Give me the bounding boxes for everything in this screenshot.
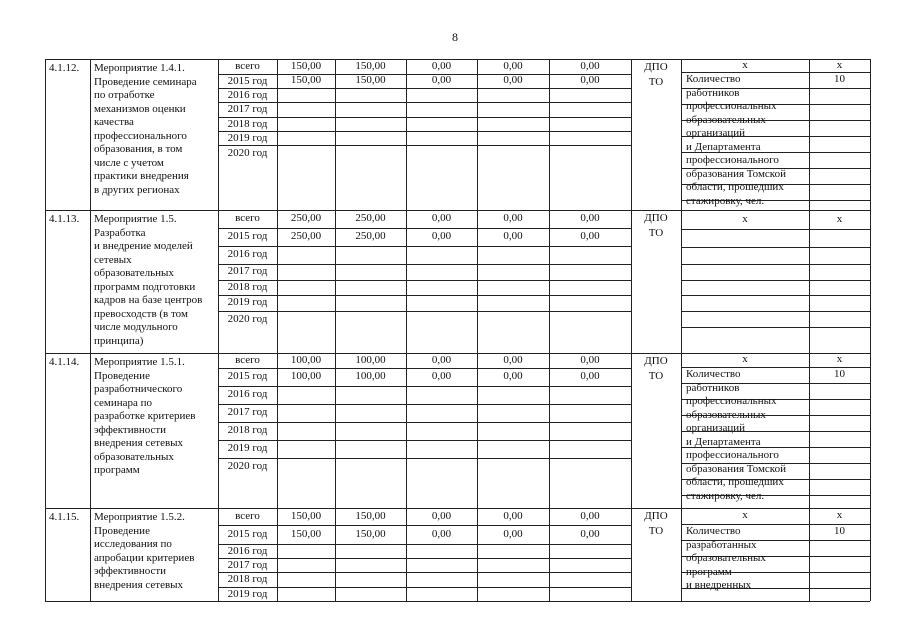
table-gridline xyxy=(218,587,631,588)
indicator-value-head: х xyxy=(836,59,843,71)
activity-name-line: качества xyxy=(94,116,134,128)
table-gridline xyxy=(218,264,631,265)
table-gridline xyxy=(681,327,870,328)
amount-cell: 0,00 xyxy=(503,230,523,243)
activity-name-line: числе с учетом xyxy=(94,156,164,169)
executor-label: ДПО xyxy=(644,355,668,367)
table-gridline xyxy=(218,422,631,423)
amount-cell: 100,00 xyxy=(290,370,322,383)
year-label: 2015 год xyxy=(227,75,268,87)
year-label: всего xyxy=(235,354,260,366)
year-label: 2017 год xyxy=(227,265,268,278)
indicator-line: области, прошедших xyxy=(686,476,784,488)
activity-name-line: Мероприятие 1.5. xyxy=(94,213,177,225)
table-gridline xyxy=(45,210,870,211)
year-label: 2017 год xyxy=(227,103,268,115)
year-label: 2016 год xyxy=(227,248,268,261)
table-gridline xyxy=(681,247,870,248)
amount-cell: 0,00 xyxy=(503,74,523,87)
page-number: 8 xyxy=(452,30,458,44)
year-label: 2018 год xyxy=(227,573,268,585)
year-label: 2017 год xyxy=(227,559,268,571)
activity-name-line: эффективности xyxy=(94,565,167,577)
amount-cell: 150,00 xyxy=(355,509,386,522)
amount-cell: 0,00 xyxy=(580,370,600,383)
activity-name-line: программ xyxy=(94,464,140,476)
amount-cell: 150,00 xyxy=(290,527,322,540)
activity-name-line: образовательных xyxy=(94,267,174,279)
activity-name-line: разработке критериев xyxy=(94,410,196,422)
activity-name-line: Мероприятие 1.5.1. xyxy=(94,356,185,368)
amount-cell: 250,00 xyxy=(355,212,386,225)
amount-cell: 250,00 xyxy=(290,212,322,225)
activity-name-line: апробации критериев xyxy=(94,551,195,564)
table-gridline xyxy=(681,280,870,281)
table-gridline xyxy=(218,145,631,146)
indicator-line: стажировку, чел. xyxy=(686,194,765,207)
activity-name-line: принципа) xyxy=(94,334,144,347)
table-gridline xyxy=(218,102,631,103)
amount-cell: 0,00 xyxy=(503,527,523,540)
indicator-value-head: х xyxy=(836,353,843,366)
table-gridline xyxy=(218,117,631,118)
table-gridline xyxy=(218,311,631,312)
activity-name-line: Проведение xyxy=(94,369,150,382)
indicator-line: области, прошедших xyxy=(686,181,784,193)
indicator-line: организаций xyxy=(686,127,746,139)
table-gridline xyxy=(218,572,631,573)
activity-name-line: образовательных xyxy=(94,450,174,463)
activity-name-line: Мероприятие 1.5.2. xyxy=(94,511,185,523)
amount-cell: 0,00 xyxy=(503,509,523,522)
amount-cell: 250,00 xyxy=(290,230,322,243)
amount-cell: 0,00 xyxy=(580,212,600,225)
activity-name-line: превосходств (в том xyxy=(94,307,188,320)
activity-name-line: по отработке xyxy=(94,89,155,101)
activity-name-line: семинара по xyxy=(94,396,153,409)
year-label: 2016 год xyxy=(227,89,268,101)
amount-cell: 0,00 xyxy=(580,230,600,243)
indicator-value: 10 xyxy=(834,368,845,380)
row-id: 4.1.13. xyxy=(49,213,80,225)
amount-cell: 0,00 xyxy=(580,59,600,72)
year-label: 2020 год xyxy=(227,460,268,472)
activity-name-line: профессионального xyxy=(94,129,187,142)
indicator-line: образования Томской xyxy=(686,167,786,180)
year-label: всего xyxy=(235,60,260,72)
indicator-line: и внедренных xyxy=(686,579,752,591)
indicator-line: Количество xyxy=(686,73,741,85)
amount-cell: 150,00 xyxy=(290,59,322,72)
year-label: всего xyxy=(235,509,260,522)
amount-cell: 0,00 xyxy=(580,527,600,540)
table-gridline xyxy=(218,558,631,559)
amount-cell: 100,00 xyxy=(290,353,322,366)
amount-cell: 100,00 xyxy=(355,370,386,383)
indicator-line: профессионального xyxy=(686,154,779,166)
table-gridline xyxy=(681,229,870,230)
year-label: 2020 год xyxy=(227,147,268,159)
indicator-line: профессиональных xyxy=(686,100,777,112)
year-label: 2016 год xyxy=(227,545,268,557)
table-gridline xyxy=(218,525,631,526)
table-gridline xyxy=(90,59,91,601)
amount-cell: 0,00 xyxy=(503,353,523,366)
year-label: 2019 год xyxy=(227,588,268,600)
indicator-head: х xyxy=(742,212,748,225)
activity-name-line: Проведение xyxy=(94,524,150,537)
indicator-line: программ xyxy=(686,565,732,578)
table-gridline xyxy=(218,295,631,296)
indicator-line: и Департамента xyxy=(686,435,761,448)
year-label: 2015 год xyxy=(227,230,268,243)
activity-name-line: внедрения сетевых xyxy=(94,578,184,591)
amount-cell: 0,00 xyxy=(503,212,523,225)
year-label: всего xyxy=(235,212,260,225)
table-gridline xyxy=(681,295,870,296)
indicator-value: 10 xyxy=(834,73,845,85)
row-id: 4.1.15. xyxy=(49,511,80,523)
indicator-line: Количество xyxy=(686,368,741,380)
table-gridline xyxy=(218,386,631,387)
amount-cell: 0,00 xyxy=(431,230,452,243)
year-label: 2019 год xyxy=(227,442,268,455)
executor-label: ТО xyxy=(648,370,664,382)
amount-cell: 0,00 xyxy=(580,509,600,522)
activity-name-line: механизмов оценки xyxy=(94,102,186,115)
indicator-head: х xyxy=(742,353,748,366)
indicator-value-head: х xyxy=(836,212,843,225)
executor-label: ТО xyxy=(648,525,664,537)
amount-cell: 0,00 xyxy=(580,74,600,87)
row-id: 4.1.14. xyxy=(49,356,80,368)
year-label: 2015 год xyxy=(227,527,268,540)
activity-name-line: образования, в том xyxy=(94,143,183,155)
year-label: 2017 год xyxy=(227,406,268,419)
executor-label: ДПО xyxy=(644,510,668,522)
activity-name-line: Проведение семинара xyxy=(94,75,197,88)
indicator-line: образовательных xyxy=(686,408,766,421)
indicator-head: х xyxy=(742,509,748,522)
amount-cell: 0,00 xyxy=(431,74,452,87)
table-gridline xyxy=(218,246,631,247)
activity-name-line: внедрения сетевых xyxy=(94,437,184,449)
amount-cell: 0,00 xyxy=(431,370,452,383)
table-gridline xyxy=(681,311,870,312)
amount-cell: 0,00 xyxy=(431,353,452,366)
year-label: 2015 год xyxy=(227,370,268,383)
table-gridline xyxy=(218,280,631,281)
year-label: 2020 год xyxy=(227,313,268,325)
activity-name-line: практики внедрения xyxy=(94,170,189,182)
amount-cell: 0,00 xyxy=(503,59,523,72)
year-label: 2018 год xyxy=(227,424,268,437)
table-gridline xyxy=(218,88,631,89)
table-gridline xyxy=(218,404,631,405)
executor-label: ДПО xyxy=(644,212,668,224)
year-label: 2018 год xyxy=(227,118,268,130)
activity-name-line: числе модульного xyxy=(94,321,178,333)
indicator-line: и Департамента xyxy=(686,140,761,153)
executor-label: ТО xyxy=(648,76,664,88)
indicator-line: работников xyxy=(686,86,740,99)
amount-cell: 150,00 xyxy=(355,527,386,540)
activity-name-line: исследования по xyxy=(94,538,172,550)
table-gridline xyxy=(45,59,46,601)
activity-name-line: в других регионах xyxy=(94,183,180,196)
indicator-value-head: х xyxy=(836,509,843,522)
indicator-head: х xyxy=(742,59,748,71)
table-gridline xyxy=(218,368,631,369)
year-label: 2016 год xyxy=(227,388,268,401)
activity-name-line: кадров на базе центров xyxy=(94,294,203,306)
activity-name-line: сетевых xyxy=(94,253,132,266)
amount-cell: 0,00 xyxy=(431,527,452,540)
amount-cell: 0,00 xyxy=(503,370,523,383)
activity-name-line: Мероприятие 1.4.1. xyxy=(94,62,185,74)
table-gridline xyxy=(218,440,631,441)
indicator-line: образовательных xyxy=(686,113,766,126)
indicator-value: 10 xyxy=(834,525,845,537)
indicator-line: профессиональных xyxy=(686,395,777,407)
activity-name-line: Разработка xyxy=(94,226,146,239)
amount-cell: 100,00 xyxy=(355,353,386,366)
amount-cell: 150,00 xyxy=(355,74,386,87)
amount-cell: 0,00 xyxy=(580,353,600,366)
indicator-line: организаций xyxy=(686,422,746,434)
indicator-line: Количество xyxy=(686,525,741,537)
year-label: 2019 год xyxy=(227,132,268,144)
indicator-line: профессионального xyxy=(686,449,779,461)
table-gridline xyxy=(218,544,631,545)
indicator-line: стажировку, чел. xyxy=(686,489,765,502)
indicator-line: образования Томской xyxy=(686,462,786,475)
amount-cell: 150,00 xyxy=(290,74,322,87)
year-label: 2019 год xyxy=(227,296,268,309)
indicator-line: разработанных xyxy=(686,538,757,551)
table-gridline xyxy=(218,228,631,229)
year-label: 2018 год xyxy=(227,281,268,293)
table-gridline xyxy=(681,264,870,265)
table-gridline xyxy=(218,458,631,459)
table-gridline xyxy=(45,601,870,602)
amount-cell: 0,00 xyxy=(431,212,452,225)
amount-cell: 150,00 xyxy=(355,59,386,72)
table-gridline xyxy=(870,59,871,601)
activity-name-line: и внедрение моделей xyxy=(94,240,193,252)
amount-cell: 0,00 xyxy=(431,59,452,72)
executor-label: ТО xyxy=(648,227,664,239)
row-id: 4.1.12. xyxy=(49,62,80,74)
amount-cell: 250,00 xyxy=(355,230,386,243)
amount-cell: 150,00 xyxy=(290,509,322,522)
amount-cell: 0,00 xyxy=(431,509,452,522)
activity-name-line: программ подготовки xyxy=(94,280,196,293)
table-gridline xyxy=(218,131,631,132)
activity-name-line: разработнического xyxy=(94,383,183,395)
indicator-line: образовательных xyxy=(686,552,766,564)
indicator-line: работников xyxy=(686,381,740,394)
activity-name-line: эффективности xyxy=(94,423,167,436)
budget-table xyxy=(45,59,870,601)
executor-label: ДПО xyxy=(644,61,668,73)
